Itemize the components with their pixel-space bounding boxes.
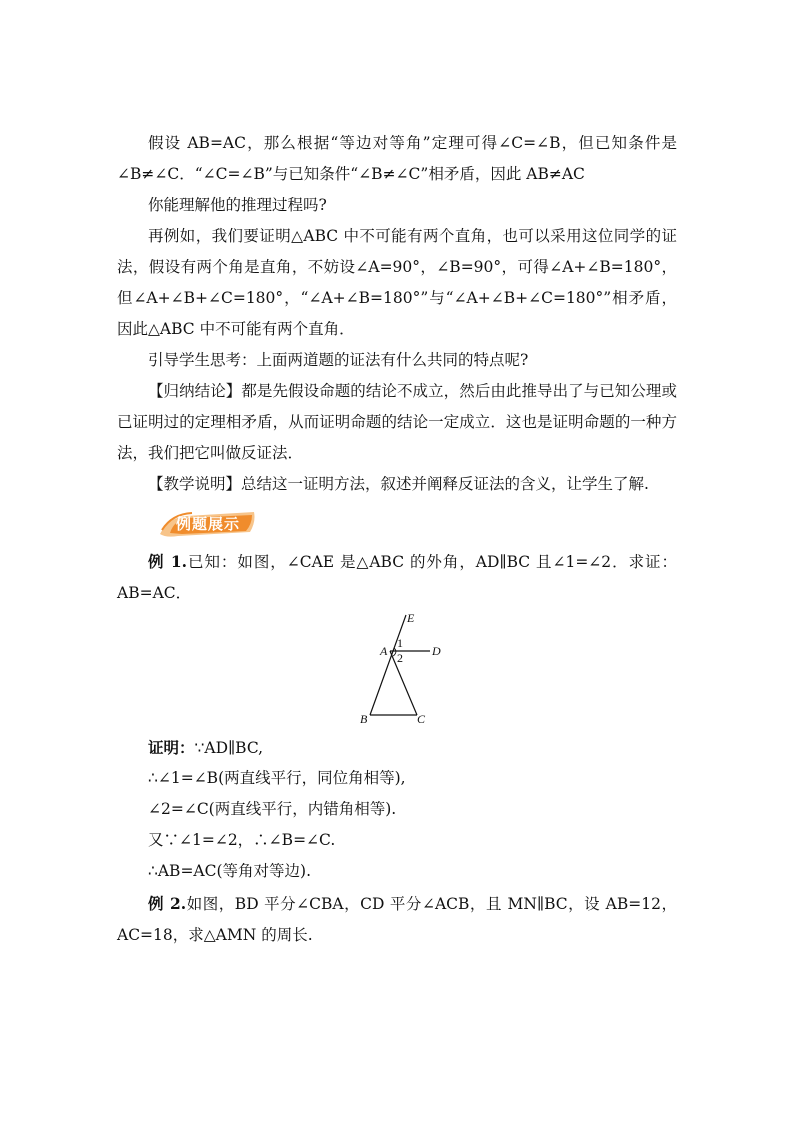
point-label-a: A	[380, 644, 388, 658]
paragraph-question: 你能理解他的推理过程吗?	[148, 196, 327, 214]
example-1	[117, 546, 677, 609]
segment-a-c	[390, 651, 417, 715]
proof-line-5: ∴AB=AC(等角对等边).	[148, 862, 312, 880]
paragraph-guide-thinking: 引导学生思考：上面两道题的证法有什么共同的特点呢?	[148, 351, 529, 369]
proof-line-3: ∠2=∠C(两直线平行，内错角相等).	[148, 800, 397, 818]
example-2-label: 例 2.	[148, 894, 187, 913]
paragraph-assumption: 假设 AB=AC，那么根据“等边对等角”定理可得∠C=∠B，但已知条件是∠B≠∠C．“∠C=∠B”与已知条件“∠B≠∠C”相矛盾，因此 AB≠AC	[117, 134, 677, 183]
proof-line-2: ∴∠1=∠B(两直线平行，同位角相等),	[148, 769, 406, 787]
triangle-figure	[350, 605, 450, 730]
line-e-b	[370, 615, 406, 715]
proof-label: 证明：	[148, 738, 195, 757]
example-2	[117, 888, 677, 951]
proof-line-4: 又∵∠1=∠2，∴∠B=∠C.	[148, 831, 336, 849]
example-1-label: 例 1.	[148, 552, 188, 571]
example-2-text: 如图，BD 平分∠CBA，CD 平分∠ACB，且 MN∥BC，设 AB=12，AC=18，求△AMN 的周长.	[117, 895, 677, 944]
paragraph-right-angle-example: 再例如，我们要证明△ABC 中不可能有两个直角，也可以采用这位同学的证法，假设有两个角是直角，不妨设∠A=90°，∠B=90°，可得∠A+∠B=180°，但∠A+∠B+∠C=180°，“∠A+∠B=180°”与“∠A+∠B+∠C=180°”相矛盾，因此△ABC 中不可能有两个直角．	[117, 227, 677, 338]
section-tag-label: 例题展示	[176, 515, 241, 533]
angle-label-2: 2	[397, 651, 403, 665]
point-label-e: E	[407, 611, 415, 625]
point-label-c: C	[417, 712, 426, 726]
triangle-diagram	[350, 605, 450, 730]
angle-label-1: 1	[397, 636, 403, 650]
angle-arc-2	[393, 651, 396, 656]
example-1-text: 已知：如图，∠CAE 是△ABC 的外角，AD∥BC 且∠1=∠2．求证：AB=AC．	[117, 553, 678, 602]
paragraph-teaching-note: 【教学说明】总结这一证明方法，叙述并阐释反证法的含义，让学生了解.	[148, 475, 649, 493]
point-label-d: D	[432, 644, 441, 658]
paragraph-conclusion: 【归纳结论】都是先假设命题的结论不成立，然后由此推导出了与已知公理或已证明过的定理相矛盾，从而证明命题的结论一定成立．这也是证明命题的一种方法，我们把它叫做反证法．	[117, 382, 677, 462]
point-label-b: B	[360, 712, 368, 726]
proof-line-1	[117, 732, 677, 764]
proof-line-1-text: ∵AD∥BC,	[194, 739, 264, 757]
section-tag-example	[158, 508, 258, 538]
